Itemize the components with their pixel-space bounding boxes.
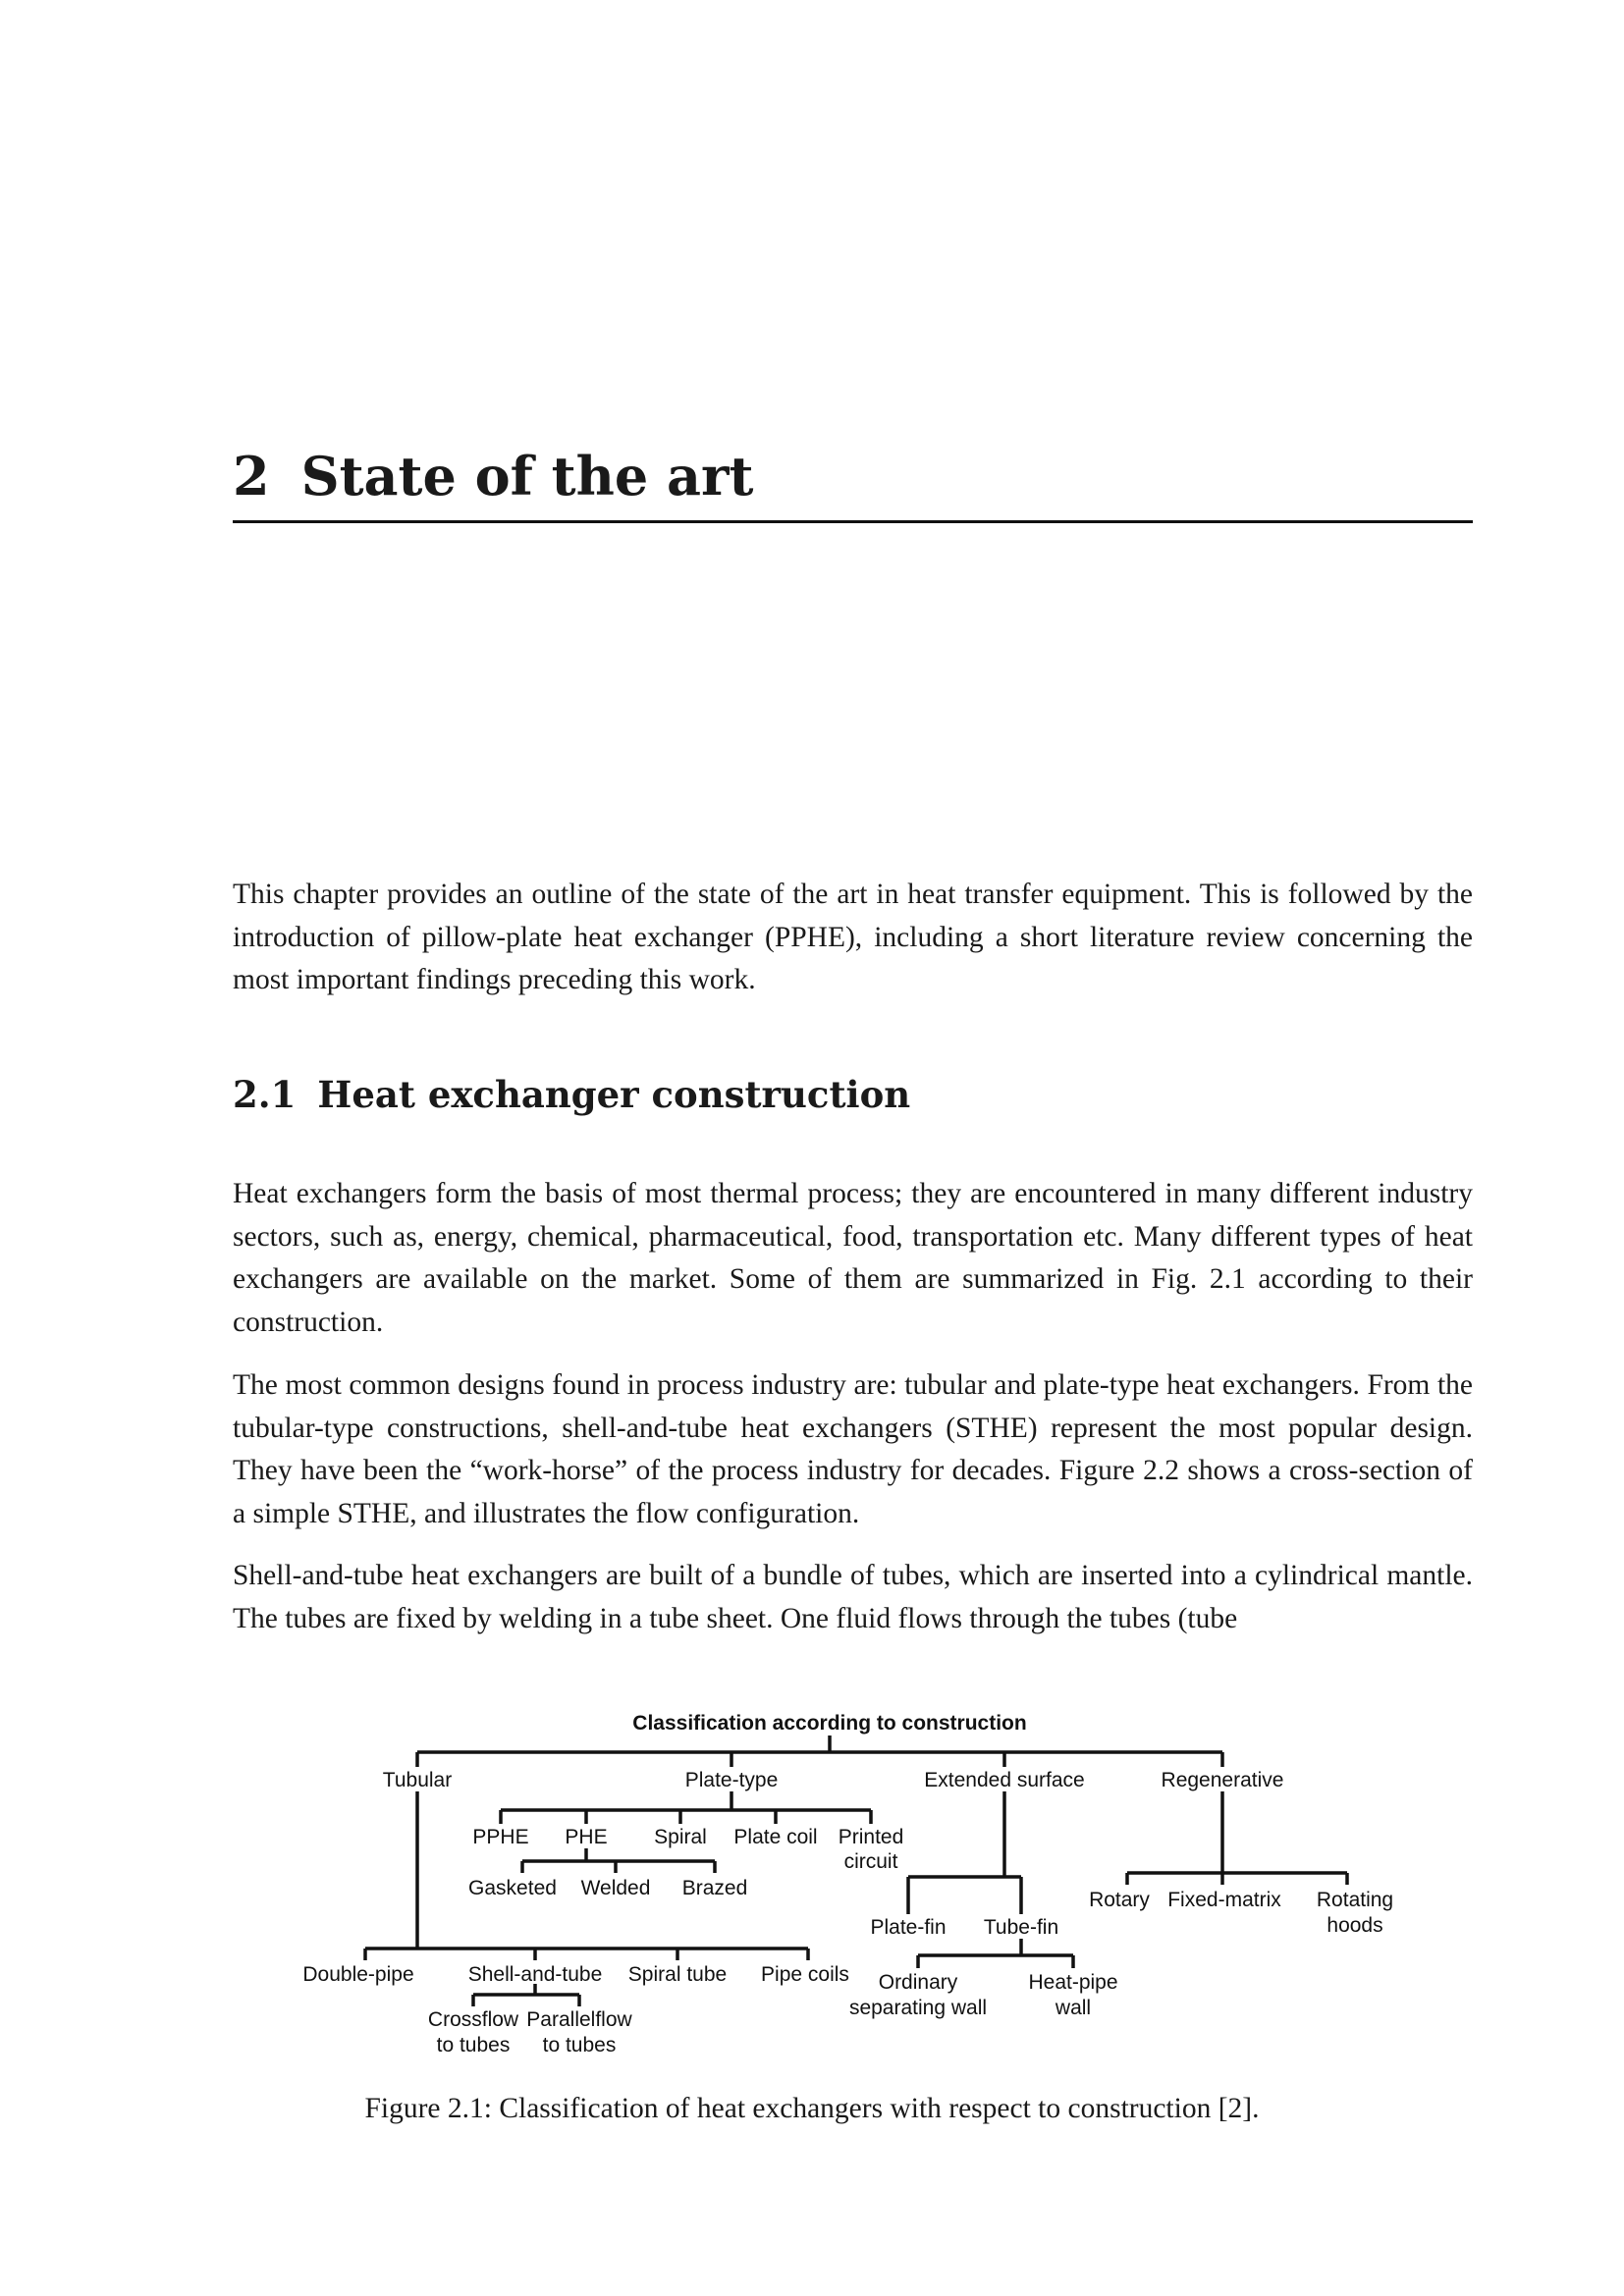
node-brazed: Brazed [681, 1877, 748, 1899]
node-crossflow-line-1: Crossflow [427, 2008, 519, 2031]
node-rotary: Rotary [1089, 1889, 1150, 1911]
node-parallelflow-line-2: to tubes [542, 2034, 617, 2056]
node-welded: Welded [580, 1877, 651, 1899]
section-number: 2.1 [233, 1073, 297, 1116]
node-crossflow-line-2: to tubes [436, 2034, 511, 2056]
category-extended-surface: Extended surface [924, 1769, 1085, 1791]
category-regenerative: Regenerative [1161, 1769, 1284, 1791]
category-plate-type: Plate-type [684, 1769, 779, 1791]
node-parallelflow-line-1: Parallelflow [526, 2008, 632, 2031]
node-tube-fin: Tube-fin [983, 1916, 1059, 1939]
node-printed-circuit-line-2: circuit [843, 1850, 898, 1873]
section-paragraph-3: Shell-and-tube heat exchangers are built of a bundle of tubes, which are inserted into a cylindrical mantle. The tubes are fixed by welding in a tube sheet. One fluid flows through the tubes (tube [233, 1560, 1473, 1634]
node-double-pipe: Double-pipe [302, 1963, 414, 1986]
node-rotating-hoods-line-1: Rotating [1316, 1889, 1394, 1911]
node-plate-fin: Plate-fin [870, 1916, 947, 1939]
intro-paragraph: This chapter provides an outline of the state of the art in heat transfer equipment. This is followed by the introduction of pillow-plate heat exchanger (PPHE), including a short literature review concerning the most important findings preceding this work. [233, 879, 1473, 995]
node-ordinary-wall-line-1: Ordinary [878, 1971, 958, 1994]
node-gasketed: Gasketed [468, 1877, 557, 1899]
node-shell-and-tube: Shell-and-tube [467, 1963, 603, 1986]
node-phe: PHE [565, 1826, 608, 1848]
node-pphe: PPHE [472, 1826, 529, 1848]
node-heat-pipe-wall-line-1: Heat-pipe [1028, 1971, 1118, 1994]
chapter-title [233, 442, 753, 510]
figure-caption: Figure 2.1: Classification of heat exchangers with respect to construction [2]. [364, 2093, 1260, 2124]
section-title [233, 1070, 910, 1119]
section-paragraph-1: Heat exchangers form the basis of most thermal process; they are encountered in many different industry sectors, such as, energy, chemical, pharmaceutical, food, transportation etc. Many different types of heat exchangers are available on the market. Some of them are summarized in Fig. 2.1 according to their construction. [233, 1178, 1473, 1338]
category-tubular: Tubular [382, 1769, 453, 1791]
node-spiral-tube: Spiral tube [627, 1963, 728, 1986]
node-plate-coil: Plate coil [733, 1826, 818, 1848]
classification-tree-diagram [285, 1683, 1394, 2056]
chapter-title-text: State of the art [300, 445, 754, 507]
root-node-label: Classification according to construction [632, 1712, 1027, 1735]
chapter-number: 2 [233, 445, 270, 507]
node-printed-circuit-line-1: Printed [838, 1826, 904, 1848]
node-spiral: Spiral [654, 1826, 707, 1848]
chapter-title-rule [233, 520, 1473, 523]
section-title-text: Heat exchanger construction [317, 1073, 911, 1116]
node-rotating-hoods-line-2: hoods [1326, 1914, 1383, 1937]
node-pipe-coils: Pipe coils [761, 1963, 849, 1986]
node-ordinary-wall-line-2: separating wall [848, 1997, 988, 2019]
node-fixed-matrix: Fixed-matrix [1167, 1889, 1281, 1911]
section-paragraph-2: The most common designs found in process industry are: tubular and plate-type heat exchangers. From the tubular-type constructions, shell-and-tube heat exchangers (STHE) represent the most popular design. They have been the “work-horse” of the process industry for decades. Figure 2.2 shows a cross-section of a simple STHE, and illustrates the flow configuration. [233, 1369, 1473, 1529]
node-heat-pipe-wall-line-2: wall [1055, 1997, 1092, 2019]
